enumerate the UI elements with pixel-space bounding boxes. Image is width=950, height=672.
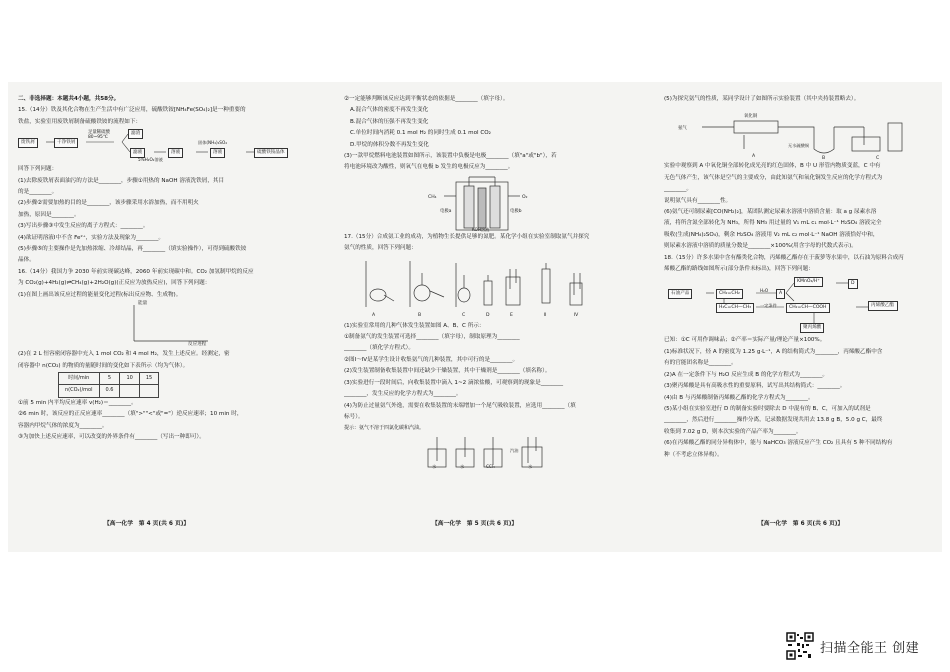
question-line: (4)为防止过量氨气外逸，需要在收集装置的末端增加一个尾气吸收装置，应选用________（填: [344, 402, 576, 409]
synthesis-route: [664, 275, 940, 335]
table-cell: [139, 385, 158, 397]
option-line: D.甲烷的体积分数不再发生变化: [350, 141, 429, 148]
route-box: KMnO₄/H⁺: [794, 277, 823, 287]
route-box: D: [848, 279, 858, 289]
flow-box: 滤渣: [128, 129, 143, 139]
question-line: (4)由 B 与丙烯酸制备丙烯酸乙酯的化学方程式为________。: [664, 394, 814, 401]
flow-label: 5%H₂O₂溶液: [138, 157, 163, 163]
question-line: (2)A 在一定条件下与 H₂O 反应生成 B 的化学方程式为________。: [664, 371, 828, 378]
option-line: B.混合气体的压强不再发生变化: [350, 118, 429, 125]
flow-box: 硫酸铁铵晶体: [254, 148, 288, 158]
question-line: ①前 5 min 内平均反应速率 v(H₂)＝________。: [18, 399, 137, 406]
question-line: (3)写出步骤③中发生反应的离子方程式：________。: [18, 223, 149, 230]
flow-box: 溶液: [210, 148, 225, 158]
qr-code-icon: [786, 632, 814, 660]
page-4-column: [18, 94, 300, 443]
question-line: (3)一款甲烷燃料电池装置如图所示，该装置中负极是电极________（填"a"或"b"），若: [344, 153, 557, 160]
fuel-cell-diagram: [344, 174, 624, 232]
cell-label-ch4: CH₄: [428, 194, 437, 200]
energy-axes: [18, 301, 300, 349]
apparatus-label: E: [510, 312, 513, 318]
table-cell: 0.6: [99, 385, 120, 397]
cell-label-electrode-b: 电极b: [510, 208, 522, 214]
route-box: H₂C=CH—CH₃: [716, 303, 754, 313]
table-header: 时间/min: [59, 372, 100, 384]
question-line: 液，将所含氮全部转化为 NH₃，所得 NH₃ 用过量的 V₁ mL c₁ mol·L⁻¹ H₂SO₄ 溶液完全: [664, 220, 882, 227]
question-line: (2)步骤②需要加热的目的是________，该步骤采用水浴加热，而不用明火: [18, 200, 199, 207]
question-line: (3)聚丙烯酸是具有高吸水性的重要原料，试写出其结构简式：________。: [664, 383, 846, 390]
apparatus-label: C: [462, 312, 466, 318]
question-line: ________，发生反应的化学方程式为________。: [344, 391, 462, 398]
question-16-line: (1)在图上画出该反应过程的能量变化过程(标出反应物、生成物)。: [18, 291, 182, 298]
question-line: (4)欲证明溶液Ⅰ中不含 Fe²⁺，实验方法及现象为________。: [18, 234, 164, 241]
question-line: (1)去除废铁屑表面油污的方法是________，步骤①用热的 NaOH 溶液洗铁屑，其目: [18, 177, 225, 184]
question-line: (3)实验进行一段时间后，向收集装置中滴入 1~2 滴浓盐酸，可观察到的现象是________: [344, 379, 564, 386]
page-footer: 【高一化学 第 6 页(共 6 页)】: [758, 521, 844, 527]
question-line: (5)步骤⑤的主要操作是先加热浓缩、冷却结晶，再________（填实验操作），可得到硫酸铁铵: [18, 246, 247, 253]
apparatus-diagram: [344, 255, 624, 321]
table-cell: [120, 385, 139, 397]
question-line: ②图Ⅰ～Ⅳ是某学生设计收集氨气的几种装置，其中可行的是________。: [344, 356, 519, 363]
table-header: 10: [120, 372, 139, 384]
route-label: 一定条件: [760, 303, 777, 309]
fig-label: A: [752, 154, 756, 160]
apparatus-label: A: [372, 312, 376, 318]
energy-diagram: [18, 301, 300, 349]
absorber-label: 水: [528, 463, 533, 469]
option-line: C.单位时间内消耗 0.1 mol H₂ 的同时生成 0.1 mol CO₂: [350, 130, 491, 137]
apparatus-label: B: [418, 312, 422, 318]
ammonia-copper-drawing: [664, 105, 940, 161]
page-footer: 【高一化学 第 4 页(共 6 页)】: [104, 521, 190, 527]
question-line: 将电池环境改为酸性，则氧气在电极 b 发生的电极反应为________。: [344, 164, 514, 171]
route-label: H₂O: [760, 288, 769, 294]
question-line: 说明氨气具有________性。: [664, 197, 732, 204]
flowchart-q15: [18, 128, 300, 164]
fig-label: B: [822, 156, 826, 162]
route-box: A: [776, 289, 785, 299]
question-line: ________。: [664, 186, 692, 193]
question-line: 收集到 7.02 g D，则本次实验的产品产率为________。: [664, 428, 802, 435]
question-line: ②6 min 时，该反应的正反应速率________（填">""<"或"="）逆反应速率；10 min 时，: [18, 411, 243, 418]
question-15-line: 15.（14分）铁及其化合物在生产生活中有广泛应用，硫酸铁铵[NH₄Fe(SO₄)₂]是一种重要的: [18, 107, 246, 114]
question-line: (5)某小组在实验室进行 D 的制备实验时要除去 D 中混有的 B、C，可加入的试剂是: [664, 405, 871, 412]
flow-box: 滤液: [130, 148, 145, 158]
question-line: ②一定能够判断该反应达到平衡状态的依据是________（填字母）。: [344, 96, 509, 102]
question-line: ________，然后进行________操作分离，记录数据发现共用去 13.8 g B，5.0 g C，最终: [664, 417, 883, 424]
apparatus-label: D: [486, 312, 490, 318]
question-line: (5)为探究氨气的性质，某同学设计了如图所示实验装置（其中夹持装置略去）。: [664, 96, 860, 102]
cell-label-electrolyte: KOH溶液: [472, 226, 490, 232]
flow-label: 足量稀硫酸 80~95℃: [88, 130, 110, 141]
question-18-line: 烯酸乙酯的路线如图所示(部分条件未标出)，回答下列问题：: [664, 266, 814, 273]
route-box: 丙烯酸乙酯: [868, 301, 898, 311]
apparatus-drawing: [344, 255, 624, 321]
ammonia-copper-diagram: [664, 105, 940, 161]
flow-label: 固体(NH₄)₂SO₄: [198, 140, 227, 146]
cell-label-electrode-a: 电极a: [440, 208, 452, 214]
question-line: (2)发生装置制备收集装置中间还缺少干燥装置，其中干燥剂是________（填名称）。: [344, 368, 551, 375]
question-line: 的是________。: [18, 189, 58, 196]
route-box: CH₂=CH—COOH: [786, 303, 830, 313]
scanner-watermark: [786, 632, 919, 660]
fig-label: 氨气: [678, 126, 687, 132]
absorber-drawing: [344, 435, 624, 473]
question-line: ________（填化学方程式）。: [344, 345, 414, 352]
question-line: 有的官能团名称是________。: [664, 360, 737, 367]
energy-axis-x-label: 反应进程: [188, 342, 207, 348]
question-line: ①制备氨气的发生装置可选择________（填字母），制取原理为________: [344, 334, 520, 341]
page-5-column: [344, 94, 624, 473]
page-6-column: [664, 94, 940, 461]
data-table: [58, 372, 159, 398]
route-box: 石油产品: [668, 289, 692, 299]
absorber-label: 水: [460, 463, 465, 469]
absorber-label: 水: [432, 463, 437, 469]
question-line: (1)实验室常用的几种气体发生装置如图 A、B、C 所示：: [344, 322, 485, 329]
energy-axis-y-label: 能量: [138, 301, 148, 307]
question-line: 实验中观察到 A 中氧化铜全部转化成光亮的红色固体，B 中 U 形管内物质变蓝，C 中有: [664, 163, 881, 170]
fig-label: C: [876, 156, 880, 162]
question-line: 容器内甲烷气体的浓度为________。: [18, 422, 108, 429]
question-line: 则尿素水溶液中溶质的质量分数是________×100%(用含字母的代数式表示)。: [664, 243, 857, 250]
question-line: 种（不考虑立体异构）。: [664, 451, 723, 458]
table-header: 5: [99, 372, 120, 384]
page-footer: 【高一化学 第 5 页(共 6 页)】: [432, 521, 518, 527]
route-box: 聚丙烯酸: [800, 323, 824, 333]
question-line: 晶体。: [18, 257, 35, 264]
question-17-line: 氨气的性质，回答下列问题：: [344, 245, 417, 252]
question-line: 吸收(生成(NH₄)₂SO₄)，剩余 H₂SO₄ 溶液用 V₂ mL c₂ mol·L⁻¹ NaOH 溶液恰好中和，: [664, 231, 879, 238]
absorber-label: CCl₄: [486, 463, 495, 469]
option-line: A.混合气体的密度不再发生变化: [350, 107, 429, 114]
table-cell: n(CO₂)/mol: [59, 385, 100, 397]
question-line: (6)在丙烯酸乙酯的同分异构体中，能与 NaHCO₃ 溶液反应产生 CO₂ 且具有 5 种不同结构有: [664, 440, 893, 447]
fig-label: 无水硫酸铜: [788, 143, 809, 149]
absorber-diagram: [344, 435, 624, 473]
section-heading: 二、非选择题：本题共4小题，共58分。: [18, 96, 120, 102]
question-16-line: 为 CO₂(g)+4H₂(g)⇌CH₄(g)+2H₂O(g)(正反应为放热反应)，回答下列问题：: [18, 280, 211, 287]
question-line: 加热，原因是________。: [18, 211, 80, 218]
absorber-label: 汽油: [510, 447, 519, 453]
question-line: (2)在 2 L 恒容密闭容器中充入 1 mol CO₂ 和 4 mol H₂，发生上述反应。经测定，密: [18, 351, 230, 358]
flow-box: 废铁屑: [18, 138, 38, 148]
table-header: 15: [139, 372, 158, 384]
question-18-line: 18.（15分）许多水果中含有酯类化合物，丙烯酸乙酯存在于菠萝等水果中，以石油为原料合成丙: [664, 254, 904, 261]
cell-label-o2: O₂: [522, 194, 528, 200]
question-17-line: 17.（15分）合成氨工业的成功，为植物生长提供足够的氮肥。某化学小组在实验室制取氨气并探究: [344, 233, 590, 240]
question-line: 无色气体产生，该气体是空气的主要成分，由此知氨气和氧化铜发生反应的化学方程式为: [664, 174, 883, 181]
apparatus-label: Ⅳ: [574, 312, 579, 318]
flow-box: 溶液: [168, 148, 183, 158]
question-line: 已知：①C 可用作调味品；②产率＝实际产量/理论产量×100%。: [664, 337, 826, 344]
watermark-text: 扫描全能王 创建: [820, 640, 920, 656]
question-line: (1)标准状况下，烃 A 的密度为 1.25 g·L⁻¹，A 的结构简式为________，丙烯酸乙酯中含: [664, 348, 883, 355]
hint-line: 提示：氨气不溶于四氯化碳和汽油。: [344, 425, 425, 432]
question-15-line: 铁盐，实验室用废铁屑制备硫酸铁铵的流程如下：: [18, 118, 142, 125]
flow-box: 干净铁屑: [54, 138, 78, 148]
question-16-line: 16.（14分）我国力争 2030 年前实现碳达峰，2060 年前实现碳中和。CO₂ 加氢制甲烷的反应: [18, 268, 254, 275]
apparatus-label: Ⅱ: [544, 312, 547, 318]
question-line: (6)氨气还可制尿素[CO(NH₂)₂]，某团队测定尿素水溶液中溶质含量：取 a g 尿素水溶: [664, 209, 877, 216]
question-line: 回答下列问题：: [18, 166, 58, 173]
route-box: CH₂=CH₂: [716, 289, 743, 299]
question-line: 标号）。: [344, 413, 364, 420]
question-line: ③为加快上述反应速率，可以改变的外界条件有________（写出一种即可）。: [18, 433, 205, 440]
question-line: 闭容器中 n(CO₂) 的物质的量随时间的变化如下表所示（均为气体）。: [18, 362, 189, 369]
fig-label: 氧化铜: [744, 114, 758, 120]
